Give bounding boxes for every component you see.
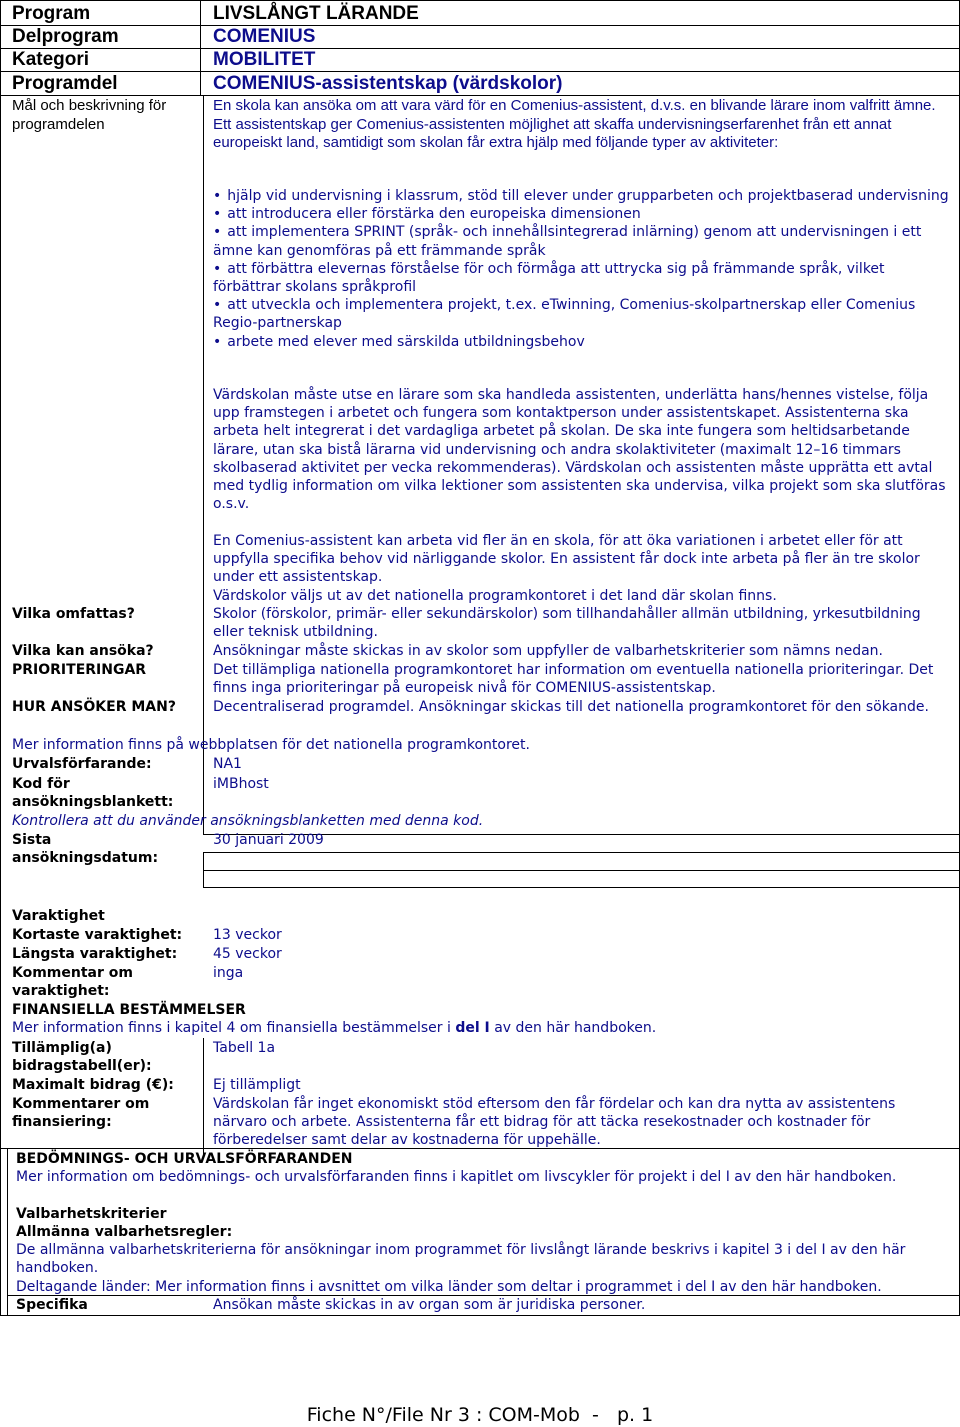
- vilka-omfattas-label: Vilka omfattas?: [12, 606, 135, 622]
- list-item: • att utveckla och implementera projekt, t.ex. eTwinning, Comenius-skolpartnerskap eller Comenius Regio-partnerskap: [213, 296, 953, 332]
- programdel-value: COMENIUS-assistentskap (värdskolor): [213, 73, 563, 94]
- kommentar-varaktighet-label: Kommentar om varaktighet:: [12, 965, 133, 999]
- description-paragraph-2: Värdskolan måste utse en lärare som ska handleda assistenten, underlätta hans/hennes vistelse, följa upp framstegen i arbetet och fungera som kontaktperson under assistentskapet. Assistenterna ska arbeta helt integrerat i det vardagliga arbetet på skolan. De ska inte fungera som heltidsarbetande lärare, utan ska bistå lärarna vid undervisning och andra skolaktiviteter (maximalt 12–16 timmars skolbaserad aktivitet per vecka rekommenderas). Värdskolan och assistenten måste upprätta ett avtal med tydlig information om vilka lektioner som assistenten ska undervisa, vilka projekt som ska slutföras o.s.v.: [213, 387, 946, 513]
- description-intro: En skola kan ansöka om att vara värd för en Comenius-assistent, d.v.s. en blivande lärare inom valfritt ämne. Ett assistentskap ger Comenius-assistenten möjlighet att skaffa undervisningserfarenhet från ett annat europeiskt land, samtidigt som skolan får extra hjälp med följande typer av aktiviteter:: [213, 97, 936, 151]
- page-footer: Fiche N°/File Nr 3 : COM-Mob - p. 1: [306, 1404, 654, 1426]
- program-value: LIVSLÅNGT LÄRANDE: [213, 3, 419, 24]
- kommentarer-finansiering-label: Kommentarer om finansiering:: [12, 1096, 150, 1130]
- finansiella-title: FINANSIELLA BESTÄMMELSER: [12, 1002, 246, 1018]
- bedomning-info: Mer information om bedömnings- och urvalsförfaranden finns i kapitlet om livscykler för projekt i del I av den här handboken.: [16, 1169, 897, 1185]
- specifika-value: Ansökan måste skickas in av organ som är juridiska personer.: [213, 1297, 646, 1313]
- allmanna-text: De allmänna valbarhetskriterierna för ansökningar inom programmet för livslångt lärande beskrivs i kapitel 3 i del I av den här handboken.: [16, 1242, 906, 1276]
- max-bidrag-label: Maximalt bidrag (€):: [12, 1077, 174, 1093]
- langsta-label: Längsta varaktighet:: [12, 946, 178, 962]
- vilka-kan-ansoka-label: Vilka kan ansöka?: [12, 643, 154, 659]
- allmanna-title: Allmänna valbarhetsregler:: [16, 1224, 233, 1240]
- hur-ansoker-value: Decentraliserad programdel. Ansökningar skickas till det nationella programkontoret för den sökande.: [213, 699, 929, 715]
- kommentarer-finansiering-value: Värdskolan får inget ekonomiskt stöd eftersom den får fördelar och kan dra nytta av assistentens närvaro och arbete. Assistenterna får ett bidrag för att täcka resekostnader och kostnader för förberedelser samt delar av kostnaderna för uppehälle.: [213, 1096, 896, 1148]
- kod-note: Kontrollera att du använder ansökningsblanketten med denna kod.: [12, 813, 484, 829]
- sista-datum-value: 30 januari 2009: [213, 832, 324, 848]
- list-item: • hjälp vid undervisning i klassrum, stöd till elever under grupparbeten och projektbaserad undervisning: [213, 187, 953, 205]
- activity-list: [213, 187, 953, 351]
- prioriteringar-value: Det tillämpliga nationella programkontoret har information om eventuella nationella prioriteringar. Det finns inga prioriteringar på europeisk nivå för COMENIUS-assistentskap.: [213, 662, 934, 696]
- list-item: • att förbättra elevernas förståelse för och förmåga att uttrycka sig på främmande språk, vilket förbättrar skolans språkprofil: [213, 260, 953, 296]
- list-item: • att implementera SPRINT (språk- och innehållsintegrerad inlärning) genom att undervisningen i ett ämne kan genomföras på ett främmande språk: [213, 223, 953, 259]
- vilka-kan-ansoka-value: Ansökningar måste skickas in av skolor som uppfyller de valbarhetskriterier som nämns nedan.: [213, 643, 883, 659]
- prioriteringar-label: PRIORITERINGAR: [12, 662, 147, 678]
- kommentar-varaktighet-value: inga: [213, 965, 244, 981]
- delprogram-label: Delprogram: [12, 26, 119, 47]
- kortaste-value: 13 veckor: [213, 927, 282, 943]
- description-paragraph-3: En Comenius-assistent kan arbeta vid fler än en skola, för att öka variationen i arbetet eller för att uppfylla specifika behov vid närliggande skolor. En assistent får dock inte arbeta på fler än tre skolor under ett assistentskap.: [213, 533, 920, 586]
- list-item: • att introducera eller förstärka den europeiska dimensionen: [213, 205, 953, 223]
- finansiella-info-post: av den här handboken.: [494, 1020, 657, 1036]
- langsta-value: 45 veckor: [213, 946, 282, 962]
- finansiella-info-bold: del I: [455, 1020, 490, 1036]
- delprogram-value: COMENIUS: [213, 26, 316, 47]
- sista-datum-label: Sista ansökningsdatum:: [12, 832, 159, 866]
- vilka-omfattas-value: Skolor (förskolor, primär- eller sekundärskolor) som tillhandahåller allmän utbildning, yrkesutbildning eller teknisk utbildning.: [213, 606, 921, 640]
- programdel-label: Programdel: [12, 73, 118, 94]
- description-paragraph-4: Värdskolor väljs ut av det nationella programkontoret i det land där skolan finns.: [213, 588, 777, 604]
- hur-ansoker-more-info: Mer information finns på webbplatsen för det nationella programkontoret.: [12, 737, 530, 753]
- program-label: Program: [12, 3, 91, 24]
- finansiella-info: [12, 1019, 952, 1037]
- kategori-label: Kategori: [12, 49, 90, 70]
- description-label: Mål och beskrivning för programdelen: [12, 97, 167, 133]
- urvalsforfarande-label: Urvalsförfarande:: [12, 756, 152, 772]
- kod-label: Kod för ansökningsblankett:: [12, 776, 174, 810]
- finansiella-info-pre: Mer information finns i kapitel 4 om finansiella bestämmelser i: [12, 1020, 451, 1036]
- hur-ansoker-label: HUR ANSÖKER MAN?: [12, 699, 176, 715]
- tabell-value: Tabell 1a: [213, 1040, 276, 1056]
- kortaste-label: Kortaste varaktighet:: [12, 927, 183, 943]
- urvalsforfarande-value: NA1: [213, 756, 242, 772]
- list-item: • arbete med elever med särskilda utbildningsbehov: [213, 333, 953, 351]
- deltagande-lander: Deltagande länder: Mer information finns i avsnittet om vilka länder som deltar i programmet i del I av den här handboken.: [16, 1279, 882, 1295]
- bedomning-title: BEDÖMNINGS- OCH URVALSFÖRFARANDEN: [16, 1151, 353, 1167]
- max-bidrag-value: Ej tillämpligt: [213, 1077, 301, 1093]
- valbarhet-title: Valbarhetskriterier: [16, 1206, 167, 1222]
- kategori-value: MOBILITET: [213, 49, 316, 70]
- specifika-label: Specifika: [16, 1297, 88, 1313]
- varaktighet-title: Varaktighet: [12, 908, 105, 924]
- kod-value: iMBhost: [213, 776, 269, 792]
- tabell-label: Tillämplig(a) bidragstabell(er):: [12, 1040, 152, 1074]
